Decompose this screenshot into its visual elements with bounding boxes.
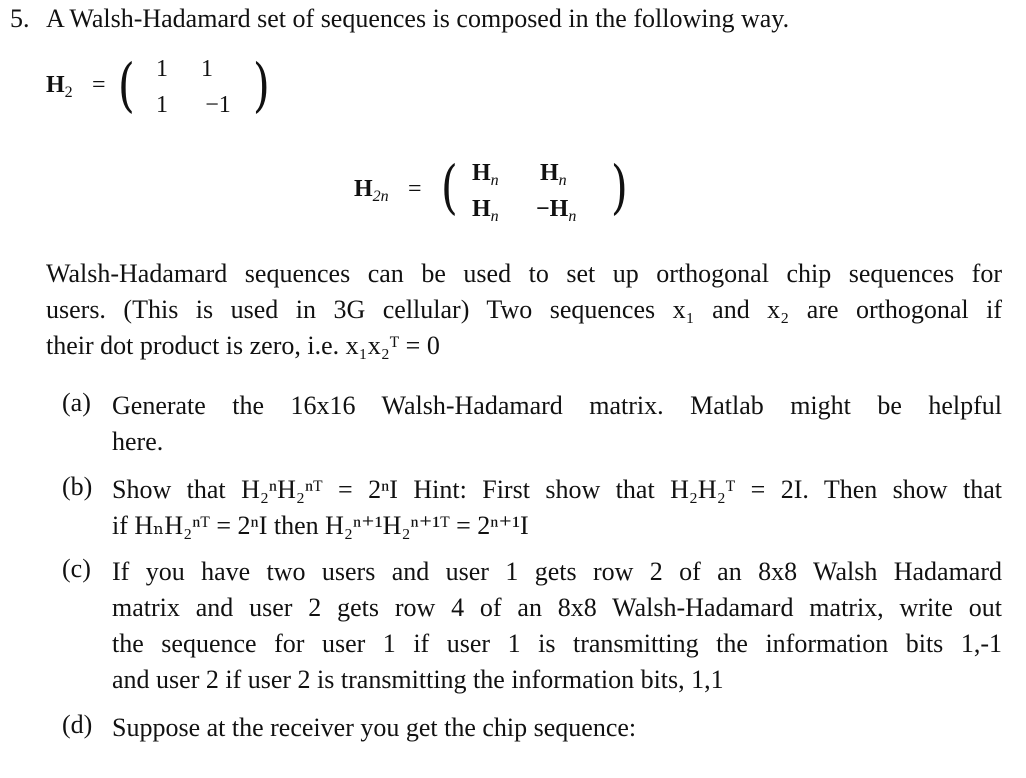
h2-cell-12: 1 xyxy=(201,56,213,82)
intro-line-1: Walsh-Hadamard sequences can be used to set up orthogonal chip sequences for xyxy=(46,259,1002,288)
h2n-label: $H_{2n}$ xyxy=(354,176,389,205)
item-c-line-2: matrix and user 2 gets row 4 of an 8x8 Walsh-Hadamard matrix, write out xyxy=(112,593,1002,622)
h2n-cell-21: $H_n$ xyxy=(472,196,499,225)
h2n-left-paren: ( xyxy=(440,153,458,221)
h2-cell-21: 1 xyxy=(156,92,168,118)
item-b-line-2: if HₙH₂ⁿᵀ = 2ⁿI then H₂ⁿ⁺¹H₂ⁿ⁺¹ᵀ = 2ⁿ⁺¹I xyxy=(112,511,529,540)
item-b-body xyxy=(112,472,1002,544)
h2-right-paren: ) xyxy=(252,51,270,119)
item-c-line-1: If you have two users and user 1 gets row 2 of an 8x8 Walsh Hadamard xyxy=(112,557,1002,586)
item-c-line-4: and user 2 if user 2 is transmitting the information bits, 1,1 xyxy=(112,665,724,694)
problem-number: 5. xyxy=(10,4,30,33)
item-a-line-2: here. xyxy=(112,427,164,456)
item-c-line-3: the sequence for user 1 if user 1 is transmitting the information bits 1,-1 xyxy=(112,629,1002,658)
h2n-equals: = xyxy=(408,176,422,202)
item-d-line-1: Suppose at the receiver you get the chip sequence: xyxy=(112,713,637,742)
item-d-label: (d) xyxy=(62,710,93,739)
item-d-body xyxy=(112,710,1002,746)
item-b-line-1: Show that H₂ⁿH₂ⁿᵀ = 2ⁿI Hint: First show that H₂H₂ᵀ = 2I. Then show that xyxy=(112,475,1002,504)
item-a-body xyxy=(112,388,1002,460)
h2-left-paren: ( xyxy=(117,51,135,119)
item-b-label: (b) xyxy=(62,472,93,501)
h2n-cell-12: $H_n$ xyxy=(540,160,567,189)
intro-line-2: users. (This is used in 3G cellular) Two sequences x₁ and x₂ are orthogonal if xyxy=(46,295,1002,324)
intro-line-3: their dot product is zero, i.e. x₁x₂ᵀ = 0 xyxy=(46,331,440,360)
intro-paragraph xyxy=(46,256,1002,364)
h2n-right-paren: ) xyxy=(610,153,628,221)
item-c-label: (c) xyxy=(62,554,91,583)
h2n-cell-22: $-H_n$ xyxy=(536,196,577,225)
item-a-line-1: Generate the 16x16 Walsh-Hadamard matrix. Matlab might be helpful xyxy=(112,391,1002,420)
h2-cell-22: −1 xyxy=(205,92,231,118)
h2-equals: = xyxy=(92,72,106,98)
item-a-label: (a) xyxy=(62,388,91,417)
h2-label: $H_2$ xyxy=(46,72,73,101)
h2-cell-11: 1 xyxy=(156,56,168,82)
item-c-body xyxy=(112,554,1002,698)
problem-heading: A Walsh-Hadamard set of sequences is composed in the following way. xyxy=(46,4,790,33)
h2n-cell-11: $H_n$ xyxy=(472,160,499,189)
